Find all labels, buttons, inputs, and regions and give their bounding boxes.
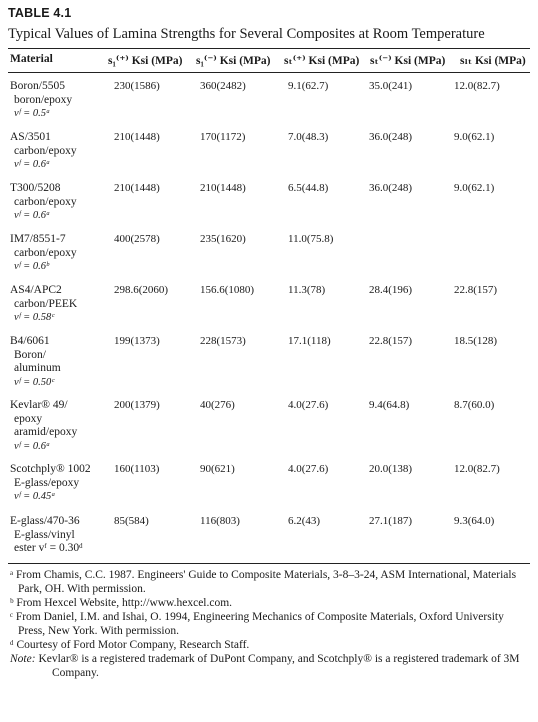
value-cell: 9.0(62.1) xyxy=(454,182,495,194)
table-header-rule xyxy=(8,72,530,73)
value-cell: 6.5(44.8) xyxy=(288,182,329,194)
value-cell: 200(1379) xyxy=(114,399,160,411)
material-cell: Scotchply® 1002 E-glass/epoxy vᶠ = 0.45ᵃ xyxy=(10,463,91,502)
table-bottom-rule xyxy=(8,563,530,564)
value-cell: 9.4(64.8) xyxy=(369,399,410,411)
value-cell: 228(1573) xyxy=(200,335,246,347)
value-cell: 40(276) xyxy=(200,399,235,411)
value-cell: 85(584) xyxy=(114,515,149,527)
value-cell: 230(1586) xyxy=(114,80,160,92)
value-cell: 210(1448) xyxy=(200,182,246,194)
note-text: Kevlar® is a registered trademark of DuPont Company, and Scotchply® is a registered trademark of 3M Company. xyxy=(38,653,520,679)
value-cell: 160(1103) xyxy=(114,463,160,475)
table-row xyxy=(8,515,530,559)
value-cell: 156.6(1080) xyxy=(200,284,255,296)
material-cell: T300/5208 carbon/epoxy vᶠ = 0.6ᵃ xyxy=(10,182,77,221)
value-cell: 90(621) xyxy=(200,463,235,475)
table-row xyxy=(8,284,530,335)
value-cell: 170(1172) xyxy=(200,131,246,143)
header-s1-compression: s₁⁽⁻⁾ Ksi (MPa) xyxy=(196,55,271,67)
footnotes xyxy=(8,568,530,680)
material-cell: AS/3501 carbon/epoxy vᶠ = 0.6ᵃ xyxy=(10,131,77,170)
table-caption: Typical Values of Lamina Strengths for Several Composites at Room Temperature xyxy=(8,26,485,42)
footnote-b: ᵇ From Hexcel Website, http://www.hexcel.com. xyxy=(10,597,233,609)
value-cell: 22.8(157) xyxy=(369,335,413,347)
value-cell: 116(803) xyxy=(200,515,240,527)
value-cell: 17.1(118) xyxy=(288,335,331,347)
material-cell: Boron/5505 boron/epoxy vᶠ = 0.5ᵃ xyxy=(10,80,73,119)
material-cell: Kevlar® 49/ epoxy aramid/epoxy vᶠ = 0.6ᵃ xyxy=(10,399,78,452)
table-label: TABLE 4.1 xyxy=(8,6,72,20)
value-cell: 9.1(62.7) xyxy=(288,80,329,92)
value-cell: 9.3(64.0) xyxy=(454,515,495,527)
value-cell: 360(2482) xyxy=(200,80,246,92)
value-cell: 27.1(187) xyxy=(369,515,413,527)
table-row xyxy=(8,131,530,182)
footnote-a: ᵃ From Chamis, C.C. 1987. Engineers' Guide to Composite Materials, 3-8–3-24, ASM International, Materials Park, OH. With permission. xyxy=(10,569,517,595)
footnote-d: ᵈ Courtesy of Ford Motor Company, Research Staff. xyxy=(10,639,250,651)
value-cell: 210(1448) xyxy=(114,182,160,194)
value-cell: 400(2578) xyxy=(114,233,160,245)
value-cell: 36.0(248) xyxy=(369,182,413,194)
value-cell: 210(1448) xyxy=(114,131,160,143)
header-s1-tension: s₁⁽⁺⁾ Ksi (MPa) xyxy=(108,55,183,67)
value-cell: 298.6(2060) xyxy=(114,284,169,296)
note-label: Note: xyxy=(10,653,36,665)
table-top-rule xyxy=(8,48,530,49)
material-cell: E-glass/470-36 E-glass/vinyl ester vᶠ = 0.30ᵈ xyxy=(10,515,83,554)
value-cell: 235(1620) xyxy=(200,233,246,245)
value-cell: 4.0(27.6) xyxy=(288,463,329,475)
header-material: Material xyxy=(10,53,53,65)
value-cell: 22.8(157) xyxy=(454,284,498,296)
value-cell: 4.0(27.6) xyxy=(288,399,329,411)
value-cell: 12.0(82.7) xyxy=(454,80,500,92)
material-cell: IM7/8551-7 carbon/epoxy vᶠ = 0.6ᵇ xyxy=(10,233,77,272)
document-page xyxy=(8,0,530,680)
value-cell: 36.0(248) xyxy=(369,131,413,143)
value-cell: 11.0(75.8) xyxy=(288,233,334,245)
material-cell: AS4/APC2 carbon/PEEK vᶠ = 0.58ᶜ xyxy=(10,284,78,323)
table-body xyxy=(8,80,530,559)
value-cell: 7.0(48.3) xyxy=(288,131,329,143)
value-cell: 6.2(43) xyxy=(288,515,321,527)
value-cell: 11.3(78) xyxy=(288,284,326,296)
material-cell: B4/6061 Boron/ aluminum vᶠ = 0.50ᶜ xyxy=(10,335,61,388)
table-row xyxy=(8,399,530,463)
header-st-compression: sₜ⁽⁻⁾ Ksi (MPa) xyxy=(370,55,446,67)
table-row xyxy=(8,233,530,284)
value-cell: 199(1373) xyxy=(114,335,160,347)
value-cell: 20.0(138) xyxy=(369,463,413,475)
value-cell: 28.4(196) xyxy=(369,284,413,296)
value-cell: 18.5(128) xyxy=(454,335,498,347)
header-st-tension: sₜ⁽⁺⁾ Ksi (MPa) xyxy=(284,55,360,67)
table-note xyxy=(8,652,530,680)
value-cell: 12.0(82.7) xyxy=(454,463,500,475)
table-header-row xyxy=(8,53,530,67)
value-cell: 35.0(241) xyxy=(369,80,413,92)
value-cell: 9.0(62.1) xyxy=(454,131,495,143)
table-row xyxy=(8,182,530,233)
header-slt: sₗₜ Ksi (MPa) xyxy=(460,55,526,67)
value-cell: 8.7(60.0) xyxy=(454,399,495,411)
table-row xyxy=(8,463,530,515)
footnote-c: ᶜ From Daniel, I.M. and Ishai, O. 1994, Engineering Mechanics of Composite Materials, Oxford University Press, New York. With permission. xyxy=(10,611,504,637)
table-row xyxy=(8,80,530,131)
table-row xyxy=(8,335,530,399)
